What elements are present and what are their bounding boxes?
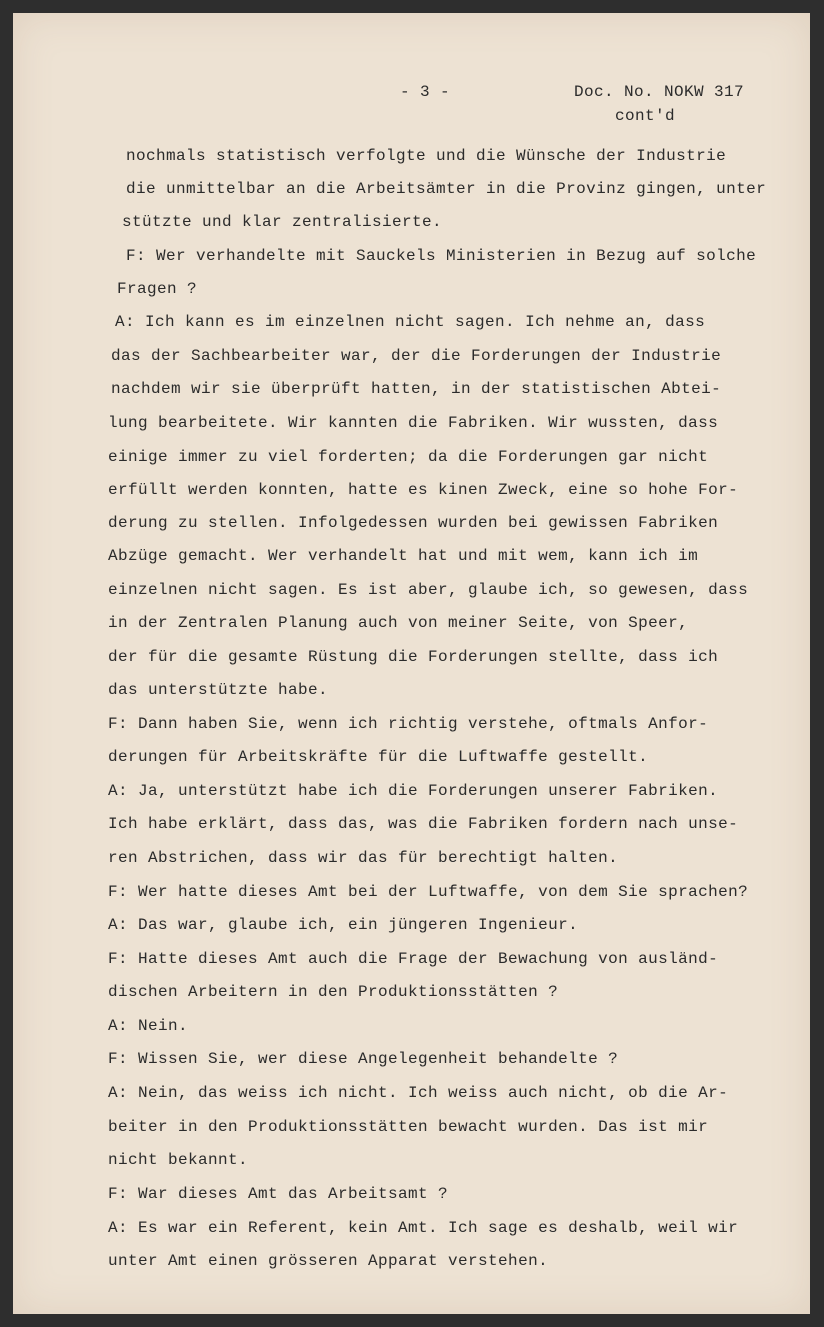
text-line: derung zu stellen. Infolgedessen wurden bei gewissen Fabriken: [108, 514, 719, 532]
text-line: A: Ja, unterstützt habe ich die Forderungen unserer Fabriken.: [108, 782, 719, 800]
page-number: - 3 -: [400, 83, 451, 101]
document-number: Doc. No. NOKW 317: [574, 83, 745, 101]
text-line: das unterstützte habe.: [108, 681, 329, 699]
text-line: F: Wer hatte dieses Amt bei der Luftwaffe, von dem Sie sprachen?: [108, 883, 749, 901]
text-line: erfüllt werden konnten, hatte es kinen Zweck, eine so hohe For-: [108, 481, 739, 499]
text-line: das der Sachbearbeiter war, der die Forderungen der Industrie: [111, 347, 722, 365]
text-line: A: Es war ein Referent, kein Amt. Ich sage es deshalb, weil wir: [108, 1219, 739, 1237]
text-line: in der Zentralen Planung auch von meiner Seite, von Speer,: [108, 614, 689, 632]
document-page: [13, 13, 810, 1314]
text-line: A: Ich kann es im einzelnen nicht sagen. Ich nehme an, dass: [115, 313, 706, 331]
text-line: F: Wer verhandelte mit Sauckels Ministerien in Bezug auf solche: [126, 247, 757, 265]
text-line: unter Amt einen grösseren Apparat verstehen.: [108, 1252, 549, 1270]
text-line: stützte und klar zentralisierte.: [122, 213, 443, 231]
text-line: Ich habe erklärt, dass das, was die Fabriken fordern nach unse-: [108, 815, 739, 833]
text-line: F: Hatte dieses Amt auch die Frage der Bewachung von ausländ-: [108, 950, 719, 968]
continued-label: cont'd: [615, 107, 676, 125]
text-line: A: Nein, das weiss ich nicht. Ich weiss auch nicht, ob die Ar-: [108, 1084, 729, 1102]
text-line: lung bearbeitete. Wir kannten die Fabriken. Wir wussten, dass: [108, 414, 719, 432]
text-line: nachdem wir sie überprüft hatten, in der statistischen Abtei-: [111, 380, 722, 398]
text-line: F: Dann haben Sie, wenn ich richtig verstehe, oftmals Anfor-: [108, 715, 709, 733]
text-line: die unmittelbar an die Arbeitsämter in die Provinz gingen, unter: [126, 180, 767, 198]
text-line: einzelnen nicht sagen. Es ist aber, glaube ich, so gewesen, dass: [108, 581, 749, 599]
text-line: Abzüge gemacht. Wer verhandelt hat und mit wem, kann ich im: [108, 547, 699, 565]
text-line: Fragen ?: [117, 280, 198, 298]
text-line: ren Abstrichen, dass wir das für berechtigt halten.: [108, 849, 619, 867]
text-line: dischen Arbeitern in den Produktionsstätten ?: [108, 983, 559, 1001]
text-line: der für die gesamte Rüstung die Forderungen stellte, dass ich: [108, 648, 719, 666]
text-line: einige immer zu viel forderten; da die Forderungen gar nicht: [108, 448, 709, 466]
text-line: A: Nein.: [108, 1017, 189, 1035]
text-line: beiter in den Produktionsstätten bewacht wurden. Das ist mir: [108, 1118, 709, 1136]
text-line: derungen für Arbeitskräfte für die Luftwaffe gestellt.: [108, 748, 649, 766]
text-line: F: War dieses Amt das Arbeitsamt ?: [108, 1185, 449, 1203]
text-line: F: Wissen Sie, wer diese Angelegenheit behandelte ?: [108, 1050, 619, 1068]
text-line: nicht bekannt.: [108, 1151, 249, 1169]
text-line: nochmals statistisch verfolgte und die Wünsche der Industrie: [126, 147, 727, 165]
text-line: A: Das war, glaube ich, ein jüngeren Ingenieur.: [108, 916, 579, 934]
